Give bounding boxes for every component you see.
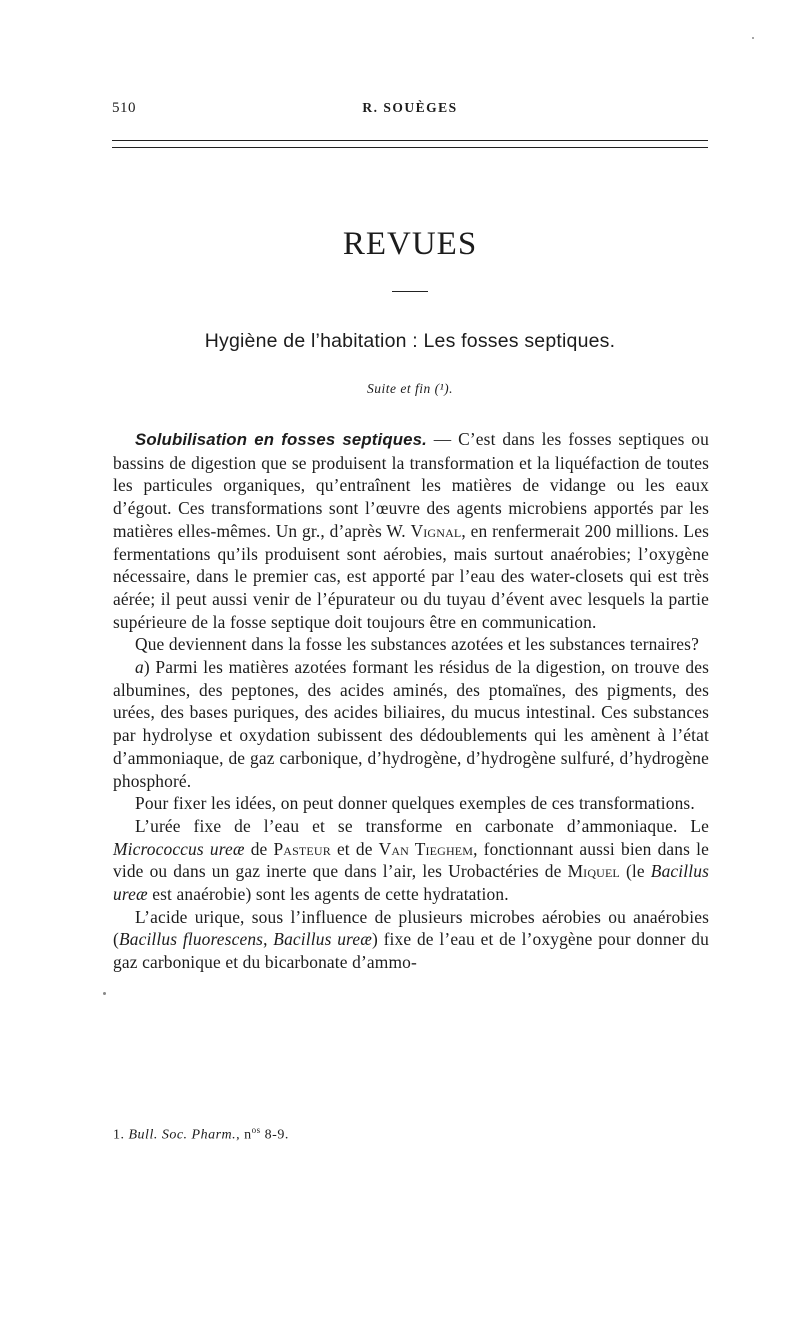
article-title: Hygiène de l’habitation : Les fosses septiques.: [204, 330, 616, 352]
species-name: Micrococcus ureæ: [113, 838, 245, 859]
title-separator-rule: [392, 291, 428, 292]
print-speck: [752, 37, 754, 39]
footnote-number: 1.: [113, 1127, 125, 1143]
print-speck: [103, 992, 106, 995]
paragraph-lead: Solubilisation en fosses septiques.: [135, 430, 427, 449]
running-head-author: R. SOUÈGES: [362, 100, 458, 115]
paragraph-text: , en renfermerait 200 millions. Les fermentations qu’ils produisent sont aérobies, mais surtout anaérobies; l’oxygène nécessaire, dans le premier cas, est apporté par l’eau des water-closets qui est très aérée; il peut aussi venir de l’épurateur ou du tuyau d’évent avec lesquels la partie supérieure de la fosse septique doit toujours être en communication.: [113, 520, 709, 632]
paragraph-text: est anaérobie) sont les agents de cette hydratation.: [147, 884, 509, 905]
paragraph-text: , fonctionnant aussi bien dans le vide ou dans un gaz inerte que dans l’air, les Urobactéries de: [113, 838, 709, 882]
species-name: Bacillus ureæ: [273, 929, 372, 950]
paragraph-azotees: [113, 656, 709, 792]
page-number: 510: [112, 100, 136, 116]
section-title: REVUES: [342, 226, 478, 262]
author-name-vignal: Vignal: [410, 520, 462, 541]
paragraph-acide-urique: [113, 906, 709, 974]
article-body: [113, 428, 709, 974]
header-double-rule: [112, 140, 708, 148]
list-marker: a: [135, 657, 144, 678]
paragraph-question: Que deviennent dans la fosse les substances azotées et les substances ternaires?: [135, 634, 699, 655]
paragraph-text: et de: [330, 838, 379, 859]
footnote: [113, 1125, 289, 1144]
paragraph-text: (le: [619, 861, 651, 882]
author-name-miquel: Miquel: [567, 861, 620, 882]
footnote-superscript: os: [251, 1125, 261, 1135]
species-name: Bacillus ureæ: [113, 861, 709, 905]
author-name-pasteur: Pasteur: [273, 838, 331, 859]
paragraph-text: ) Parmi les matières azotées formant les résidus de la digestion, on trouve des albumines, des peptones, des acides aminés, des ptomaïnes, des pigments, des urées, des bases puriques, des acides biliaires, du mucus intestinal. Ces substances par hydrolyse et oxydation subissent des dédoublements qui les amènent à l’état d’ammoniaque, de gaz carbonique, d’hydrogène, d’hydrogène sulfuré, d’hydrogène phosphoré.: [113, 657, 709, 791]
subtitle-text: Suite et fin: [366, 381, 431, 396]
running-head: [112, 100, 708, 122]
footnote-source: Bull. Soc. Pharm.: [128, 1127, 237, 1143]
article-subtitle: [112, 381, 708, 397]
paragraph-text: ,: [263, 929, 274, 950]
paragraph-text: — C’est dans les fosses septiques ou bassins de digestion que se produisent la transformation et la liquéfaction de toutes les particules organiques, qu’entraînent les matières de vidange ou les eaux d’égout. Ces transformations sont l’œuvre des agents microbiens apportés par les matières elles-mêmes. Un gr., d’après W.: [113, 429, 709, 541]
paragraph-text: L’acide urique, sous l’influence de plusieurs microbes aérobies ou anaérobies (: [113, 906, 709, 950]
paragraph-text: de: [244, 838, 274, 859]
subtitle-footnote-ref: (¹).: [434, 381, 454, 396]
footnote-sep: , n: [236, 1127, 252, 1143]
author-name-van-tieghem: Van Tieghem: [378, 838, 474, 859]
footnote-pages: 8-9.: [260, 1127, 289, 1143]
paragraph-solubilisation: [113, 428, 709, 633]
paragraph-text: ) fixe de l’eau et de l’oxygène pour donner du gaz carbonique et du bicarbonate d’ammo-: [113, 929, 709, 973]
species-name: Bacillus fluorescens: [118, 929, 264, 950]
paragraph-text: L’urée fixe de l’eau et se transforme en carbonate d’ammoniaque. Le: [135, 815, 709, 836]
paragraph-exemples: Pour fixer les idées, on peut donner quelques exemples de ces transformations.: [135, 793, 695, 814]
paragraph-uree: [113, 815, 709, 906]
